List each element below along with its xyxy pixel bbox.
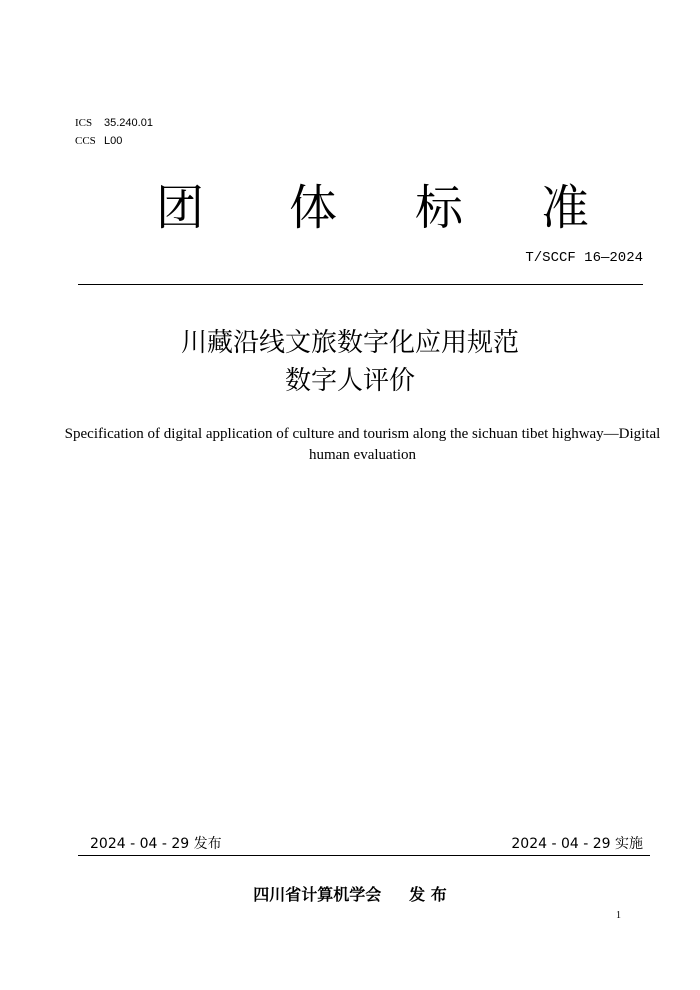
banner-char: 体 [288, 180, 337, 236]
banner-char: 标 [414, 180, 463, 236]
title-zh-line2: 数字人评价 [284, 366, 415, 396]
release-date: 2024 - 04 - 29 发布 [90, 836, 222, 852]
ics-value: 35.240.01 [104, 117, 153, 129]
title-english: Specification of digital application of culture and tourism along the sichuan tibet highway—Digital human evaluation [64, 426, 661, 463]
header-divider [78, 284, 643, 285]
banner-char: 团 [155, 180, 204, 236]
banner-char: 准 [540, 180, 589, 236]
footer-divider [78, 855, 650, 856]
ics-row [75, 116, 153, 130]
issuing-organization: 四川省计算机学会 发 布 [253, 885, 447, 904]
page-number: 1 [616, 910, 621, 921]
ccs-value: L00 [104, 135, 123, 147]
effective-date: 2024 - 04 - 29 实施 [511, 836, 643, 852]
ics-label: ICS [75, 117, 93, 129]
ccs-row [75, 134, 122, 148]
title-zh-line1: 川藏沿线文旅数字化应用规范 [180, 328, 519, 358]
standard-number: T/SCCF 16—2024 [525, 250, 643, 266]
ccs-label: CCS [75, 135, 96, 147]
group-standard-banner [0, 178, 700, 240]
